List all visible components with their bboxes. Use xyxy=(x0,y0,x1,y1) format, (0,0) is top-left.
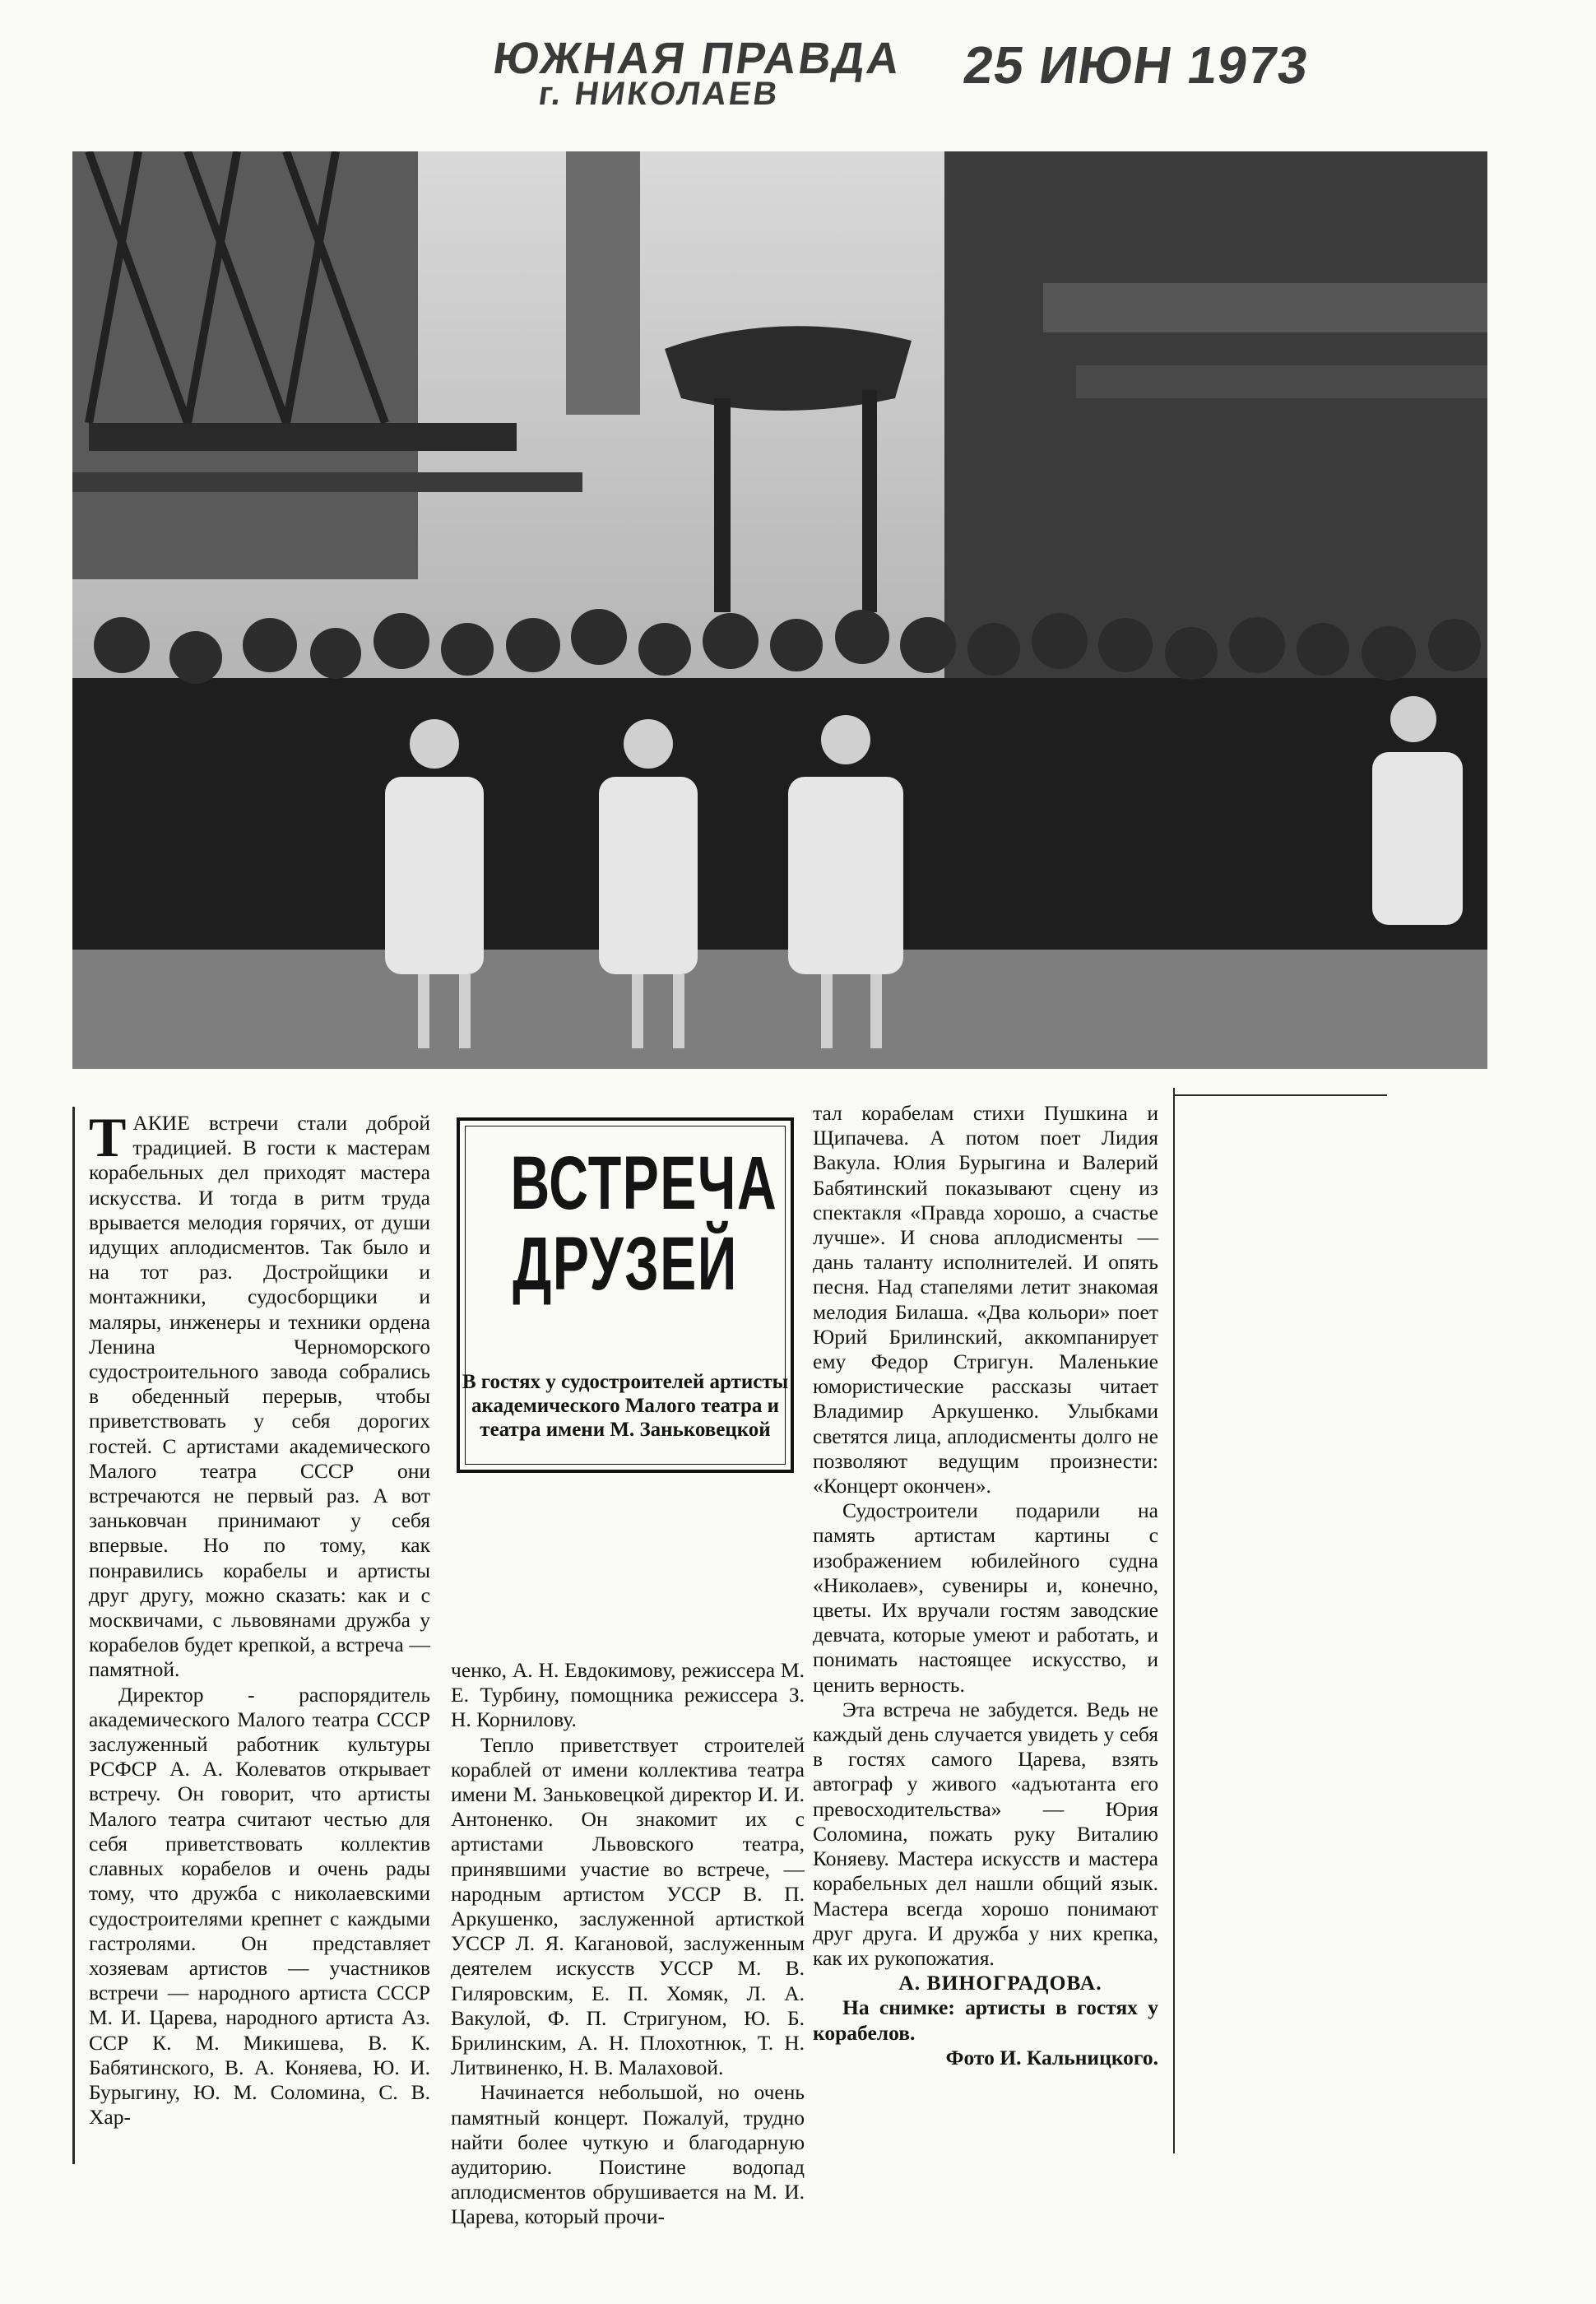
headline-line-2: ДРУЗЕЙ xyxy=(513,1222,738,1306)
article-paragraph: ченко, А. Н. Евдокимову, режиссера М. Е. Турбину, помощника режиссера З. Н. Корнилову. xyxy=(451,1658,805,1732)
article-column-1 xyxy=(89,1106,430,2130)
article-paragraph: Судостроители подарили на память артистам картины с изображением юбилейного судна «Николаев», сувениры и, конечно, цветы. Их вручали гостям заводские девчата, которые умеют и работать, и понимать настоящее искусство, и ценить верность. xyxy=(813,1498,1158,1697)
headline-line-1: ВСТРЕЧА xyxy=(510,1141,778,1225)
article-photo xyxy=(72,151,1487,1069)
photo-caption: На снимке: артисты в гостях у корабелов. xyxy=(813,1995,1158,2045)
newspaper-name-stamp: ЮЖНАЯ ПРАВДА xyxy=(489,34,906,83)
author-signature: А. ВИНОГРАДОВА. xyxy=(898,1971,1102,1995)
date-stamp: 25 ИЮН 1973 xyxy=(959,35,1313,95)
photo-shipyard-crowd xyxy=(72,151,1487,1069)
article-paragraph: Эта встреча не забудется. Ведь не каждый день случается увидеть у себя в гостях самого Царева, взять автограф у живого «адъютанта его превосходительства» — Юрия Соломина, пожать руку Виталию Коняеву. Мастера искусств и мастера корабельных дел нашли общий язык. Мастера всегда хорошо понимают друг друга. И дружба у них крепка, как их рукопожатия. xyxy=(813,1697,1158,1970)
column-rule xyxy=(1173,1094,1387,1096)
article-paragraph: тал корабелам стихи Пушкина и Щипачева. А потом поет Лидия Вакула. Юлия Бурыгина и Валерий Бабятинский показывают сцену из спектакля «Правда хорошо, а счастье лучше». И снова аплодисменты — дань таланту исполнителей. И опять песня. Над стапелями летит знакомая мелодия Билаша. «Два кольори» поет Юрий Брилинский, аккомпанирует ему Федор Стригун. Маленькие юмористические рассказы читает Владимир Аркушенко. Улыбками светятся лица, аплодисменты долго не позволяют ведущим произнести: «Концерт окончен». xyxy=(813,1101,1158,1498)
article-paragraph: Директор - распорядитель академического Малого театра СССР заслуженный работник культуры РСФСР А. А. Колеватов открывает встречу. Он говорит, что артисты Малого театра считают честью для себя приветствовать коллектив славных корабелов и очень рады тому, что дружба с николаевскими судостроителями крепнет с каждыми гастролями. Он представляет хозяевам артистов — участников встречи — народного артиста СССР М. И. Царева, народного артиста Аз. ССР К. М. Микишева, В. К. Бабятинского, В. А. Коняева, Ю. И. Бурыгину, Ю. М. Соломина, С. В. Хар- xyxy=(89,1682,430,2130)
article-paragraph: Начинается небольшой, но очень памятный концерт. Пожалуй, трудно найти более чуткую и благодарную аудиторию. Поистине водопад аплодисментов обрушивается на М. И. Царева, который прочи- xyxy=(451,2080,805,2229)
photo-credit: Фото И. Кальницкого. xyxy=(945,2045,1158,2069)
article-paragraph: ТАКИЕ встречи стали доброй традицией. В гости к мастерам корабельных дел приходят мастера искусства. И тогда в ритм труда врывается мелодия горячих, от души идущих аплодисментов. Так было и на тот раз. Достройщики и монтажники, судосборщики и маляры, инженеры и техники ордена Ленина Черноморского судостроительного завода собрались в обеденный перерыв, чтобы приветствовать у себя дорогих гостей. С артистами академического Малого театра СССР они встречаются не первый раз. А вот заньковчан принимают у себя впервые. Но по тому, как понравились корабелы и артисты друг другу, можно сказать: как и с москвичами, с львовянами дружба у корабелов будет крепкой, а встреча — памятной. xyxy=(89,1106,430,1682)
subheadline: В гостях у судостроителей артисты академического Малого театра и театра имени М. Заньковецкой xyxy=(462,1371,789,1441)
article-column-3 xyxy=(813,1101,1158,2070)
headline xyxy=(510,1141,778,1306)
city-stamp: г. НИКОЛАЕВ xyxy=(536,76,782,112)
article-column-2 xyxy=(451,1658,805,2230)
column-rule xyxy=(72,1107,75,2164)
article-paragraph: Тепло приветствует строителей кораблей от имени коллектива театра имени М. Заньковецкой директор И. И. Антоненко. Он знакомит их с артистами Львовского театра, принявшими участие во встрече, — народным артистом УССР В. П. Аркушенко, заслуженной артисткой УССР Л. Я. Кагановой, заслуженным деятелем искусств УССР М. В. Гиляровским, Е. П. Хомяк, Л. А. Вакулой, Ф. П. Стригуном, Ю. Б. Брилинским, А. Н. Плохотнюк, Т. Н. Литвиненко, Н. В. Малаховой. xyxy=(451,1732,805,2080)
column-rule xyxy=(1173,1088,1175,2153)
drop-cap: Т xyxy=(89,1106,127,1168)
